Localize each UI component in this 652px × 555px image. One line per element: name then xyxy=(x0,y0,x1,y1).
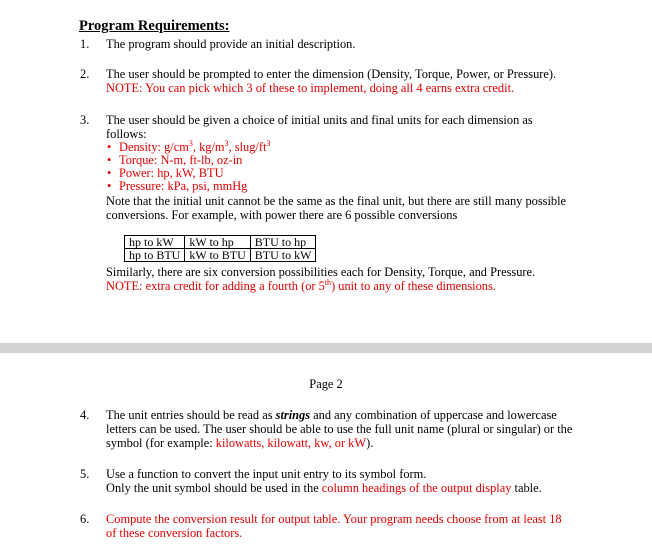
item-4-examples: kilowatts, kilowatt, kw, or kW xyxy=(215,436,367,450)
density-label: Density: g/cm xyxy=(119,140,189,154)
extra-credit-b: ) unit to any of these dimensions. xyxy=(331,279,496,293)
item-5-number: 5. xyxy=(80,467,90,481)
extra-credit-a: NOTE: extra credit for adding a fourth (or 5 xyxy=(106,279,325,293)
item-6-text xyxy=(106,512,606,540)
item-4-line-3 xyxy=(106,436,606,450)
strings-emphasis: strings xyxy=(275,408,311,422)
item-5-line-1: Use a function to convert the input unit entry to its symbol form. xyxy=(106,467,427,481)
item-3-similar: Similarly, there are six conversion possibilities each for Density, Torque, and Pressure. xyxy=(106,265,536,279)
table-row xyxy=(125,236,316,249)
bullet-icon: • xyxy=(107,153,112,167)
bullet-icon: • xyxy=(107,166,112,180)
table-cell: BTU to kW xyxy=(250,249,316,262)
item-2-text xyxy=(106,67,606,95)
item-4-line-2: letters can be used. The user should be able to use the full unit name (plural or singular) or the xyxy=(106,422,573,436)
table-cell: kW to hp xyxy=(185,236,250,249)
extra-credit-sup: th xyxy=(324,277,332,287)
item-5-l2a: Only the unit symbol should be used in the xyxy=(106,481,322,495)
item-4-number: 4. xyxy=(80,408,90,422)
item-6-line-1: Compute the conversion result for output table. Your program needs choose from at least 18 xyxy=(106,512,562,526)
item-5-highlight: column headings of the output display xyxy=(321,481,512,495)
page-number: Page 2 xyxy=(309,377,343,391)
item-6-line-2: of these conversion factors. xyxy=(106,526,243,540)
table-cell: hp to kW xyxy=(125,236,185,249)
density-unit-2: , kg/m xyxy=(192,140,225,154)
item-2-note: NOTE: You can pick which 3 of these to implement, doing all 4 earns extra credit. xyxy=(106,81,515,95)
table-cell: BTU to hp xyxy=(250,236,316,249)
item-1-line: The program should provide an initial description. xyxy=(106,37,356,51)
item-1-number: 1. xyxy=(80,37,90,51)
table-cell: hp to BTU xyxy=(125,249,185,262)
density-sup-3: 3 xyxy=(266,138,271,148)
item-3-number: 3. xyxy=(80,113,90,127)
density-sup-1: 3 xyxy=(188,138,193,148)
item-4-line-1 xyxy=(106,408,606,422)
item-6-number: 6. xyxy=(80,512,90,526)
density-unit-3: , slug/ft xyxy=(228,140,267,154)
pressure-label: Pressure: kPa, psi, mmHg xyxy=(119,179,248,193)
item-5-l2c: table. xyxy=(511,481,542,495)
requirements-title: Program Requirements: xyxy=(79,18,230,34)
item-4-l1c: and any combination of uppercase and lowercase xyxy=(310,408,557,422)
item-5-line-2 xyxy=(106,481,606,495)
torque-label: Torque: N-m, ft-lb, oz-in xyxy=(119,153,243,167)
item-4-text xyxy=(106,408,606,450)
table-row xyxy=(125,249,316,262)
bullet-icon: • xyxy=(107,140,112,154)
page-separator xyxy=(0,343,652,353)
power-label: Power: hp, kW, BTU xyxy=(119,166,224,180)
item-2-line-1: The user should be prompted to enter the dimension (Density, Torque, Power, or Pressure). xyxy=(106,67,557,81)
item-5-text xyxy=(106,467,606,495)
item-3-note-2: conversions. For example, with power there are 6 possible conversions xyxy=(106,208,458,222)
item-3-note-1: Note that the initial unit cannot be the same as the final unit, but there are still many possible xyxy=(106,194,567,208)
item-4-l3a: symbol (for example: xyxy=(106,436,216,450)
power-conversions-table xyxy=(124,235,316,262)
item-2-number: 2. xyxy=(80,67,90,81)
item-3-extra-credit xyxy=(106,279,606,293)
item-4-l3c: ). xyxy=(366,436,374,450)
item-3-line-1: The user should be given a choice of initial units and final units for each dimension as xyxy=(106,113,533,127)
item-1-text xyxy=(106,37,606,51)
bullet-pressure xyxy=(106,180,606,193)
item-3-text xyxy=(106,113,606,222)
item-3-continued xyxy=(106,265,606,293)
item-3-line-2: follows: xyxy=(106,127,147,141)
item-4-l1a: The unit entries should be read as xyxy=(106,408,276,422)
bullet-icon: • xyxy=(107,179,112,193)
density-sup-2: 3 xyxy=(224,138,229,148)
table-cell: kW to BTU xyxy=(185,249,250,262)
